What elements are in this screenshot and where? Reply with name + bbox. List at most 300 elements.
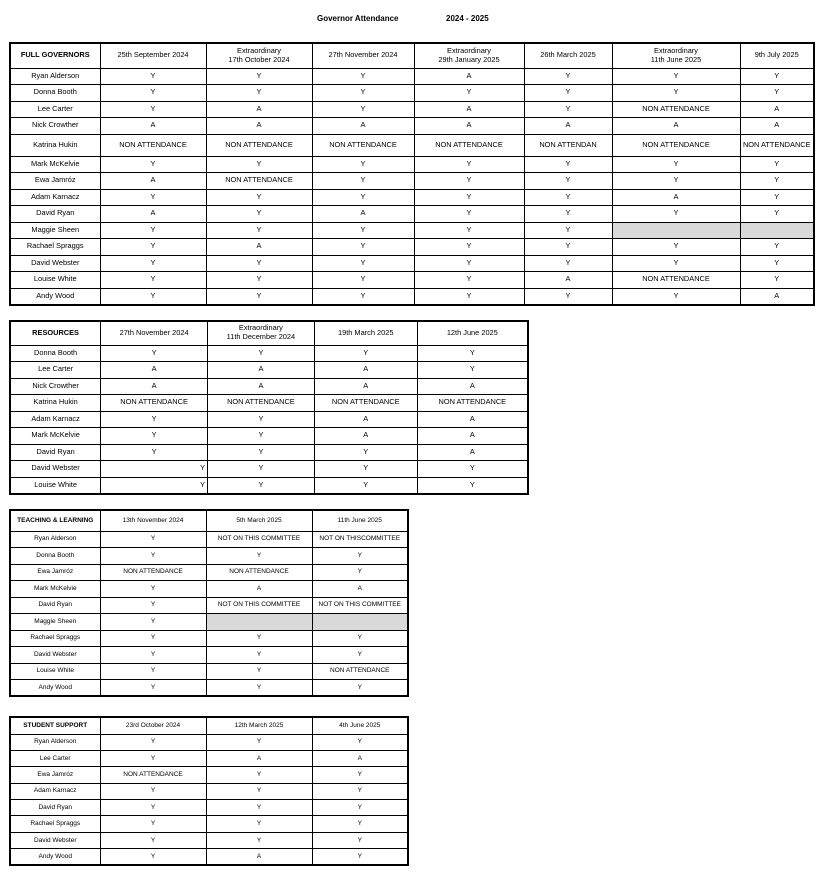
attendance-cell: NON ATTENDANCE bbox=[417, 395, 528, 412]
governor-name: David Webster bbox=[10, 255, 100, 272]
attendance-cell: Y bbox=[524, 68, 612, 85]
attendance-cell: NOT ON THIS COMMITTEE bbox=[312, 597, 408, 614]
attendance-cell: Y bbox=[312, 101, 414, 118]
attendance-cell: Y bbox=[206, 288, 312, 305]
attendance-cell: Y bbox=[100, 548, 206, 565]
meeting-date-header bbox=[100, 510, 206, 531]
attendance-cell: Y bbox=[312, 272, 414, 289]
attendance-cell: NOT ON THIS COMMITTEE bbox=[206, 531, 312, 548]
attendance-cell: NON ATTENDANCE bbox=[101, 395, 208, 412]
attendance-cell: Y bbox=[101, 411, 208, 428]
header-line: 11th December 2024 bbox=[226, 332, 296, 342]
attendance-cell: Y bbox=[612, 206, 740, 223]
attendance-cell: Y bbox=[208, 345, 315, 362]
governor-name: Adam Karnacz bbox=[10, 783, 100, 799]
governor-name: Katrina Hukin bbox=[10, 134, 100, 156]
attendance-cell: Y bbox=[206, 767, 312, 783]
governor-name: Andy Wood bbox=[10, 849, 100, 865]
attendance-cell: Y bbox=[100, 734, 206, 750]
governor-name: Adam Karnacz bbox=[10, 411, 101, 428]
attendance-cell: Y bbox=[740, 255, 814, 272]
attendance-cell: Y bbox=[414, 288, 524, 305]
governor-row-ewa-jamr-z bbox=[10, 564, 408, 581]
attendance-cell: Y bbox=[206, 156, 312, 173]
attendance-cell: A bbox=[314, 362, 417, 379]
attendance-cell: Y bbox=[524, 189, 612, 206]
governor-row-maggie-sheen bbox=[10, 222, 814, 239]
attendance-cell: Y bbox=[208, 461, 315, 478]
attendance-cell: Y bbox=[524, 288, 612, 305]
attendance-cell: Y bbox=[100, 239, 206, 256]
attendance-cell: A bbox=[740, 118, 814, 135]
attendance-cell: Y bbox=[208, 428, 315, 445]
governor-row-katrina-hukin bbox=[10, 395, 528, 412]
governor-name: Andy Wood bbox=[10, 288, 100, 305]
attendance-cell: A bbox=[100, 173, 206, 190]
governor-name: David Webster bbox=[10, 461, 101, 478]
attendance-cell: Y bbox=[101, 444, 208, 461]
governor-row-david-webster bbox=[10, 832, 408, 848]
attendance-cell: Y bbox=[312, 800, 408, 816]
attendance-cell: Y bbox=[612, 85, 740, 102]
attendance-cell: Y bbox=[206, 548, 312, 565]
attendance-cell: Y bbox=[740, 206, 814, 223]
attendance-cell: NON ATTENDANCE bbox=[740, 134, 814, 156]
header-line: 4th June 2025 bbox=[339, 721, 381, 729]
attendance-cell: Y bbox=[100, 663, 206, 680]
attendance-cell: Y bbox=[206, 206, 312, 223]
attendance-cell: Y bbox=[312, 288, 414, 305]
governor-row-andy-wood bbox=[10, 680, 408, 697]
meeting-date-header bbox=[740, 43, 814, 68]
attendance-cell: Y bbox=[100, 597, 206, 614]
attendance-cell: A bbox=[206, 101, 312, 118]
attendance-cell: NON ATTENDANCE bbox=[206, 134, 312, 156]
attendance-cell: Y bbox=[100, 680, 206, 697]
attendance-cell: Y bbox=[740, 239, 814, 256]
attendance-cell: NON ATTENDANCE bbox=[100, 767, 206, 783]
attendance-cell: Y bbox=[414, 272, 524, 289]
header-line: 5th March 2025 bbox=[236, 516, 282, 524]
meeting-date-header bbox=[417, 321, 528, 345]
header-line: 9th July 2025 bbox=[754, 50, 799, 60]
attendance-cell: A bbox=[417, 411, 528, 428]
header-line: 19th March 2025 bbox=[337, 327, 394, 337]
attendance-cell: Y bbox=[612, 68, 740, 85]
attendance-cell: A bbox=[314, 428, 417, 445]
attendance-cell: Y bbox=[417, 461, 528, 478]
attendance-cell: Y bbox=[312, 222, 414, 239]
governor-name: Ewa Jamróz bbox=[10, 564, 100, 581]
governor-name: Andy Wood bbox=[10, 680, 100, 697]
attendance-cell: NOT ON THIS COMMITTEE bbox=[206, 597, 312, 614]
attendance-cell: NON ATTENDANCE bbox=[414, 134, 524, 156]
attendance-cell: Y bbox=[100, 832, 206, 848]
attendance-cell: Y bbox=[206, 68, 312, 85]
governor-name: Ryan Alderson bbox=[10, 531, 100, 548]
attendance-cell: Y bbox=[314, 461, 417, 478]
attendance-cell: Y bbox=[206, 255, 312, 272]
attendance-cell: Y bbox=[206, 630, 312, 647]
governor-row-ryan-alderson bbox=[10, 531, 408, 548]
attendance-cell: Y bbox=[206, 832, 312, 848]
attendance-cell: Y bbox=[740, 173, 814, 190]
header-line: 27th November 2024 bbox=[119, 327, 189, 337]
governor-row-mark-mckelvie bbox=[10, 428, 528, 445]
attendance-cell: Y bbox=[612, 173, 740, 190]
attendance-cell: A bbox=[524, 272, 612, 289]
governor-row-adam-karnacz bbox=[10, 189, 814, 206]
section-heading: RESOURCES bbox=[10, 321, 101, 345]
governor-row-rachael-spraggs bbox=[10, 630, 408, 647]
attendance-cell: NON ATTENDANCE bbox=[206, 564, 312, 581]
governor-row-nick-crowther bbox=[10, 118, 814, 135]
attendance-cell: A bbox=[206, 239, 312, 256]
attendance-cell: A bbox=[314, 411, 417, 428]
attendance-cell: Y bbox=[312, 156, 414, 173]
attendance-cell: Y bbox=[414, 222, 524, 239]
attendance-cell: Y bbox=[312, 832, 408, 848]
attendance-cell: A bbox=[101, 378, 208, 395]
resources-table bbox=[9, 320, 529, 495]
attendance-cell: Y bbox=[314, 345, 417, 362]
governor-row-mark-mckelvie bbox=[10, 156, 814, 173]
governor-row-david-ryan bbox=[10, 800, 408, 816]
meeting-date-header bbox=[312, 43, 414, 68]
attendance-cell: A bbox=[314, 378, 417, 395]
academic-year: 2024 - 2025 bbox=[446, 14, 489, 23]
attendance-cell: Y bbox=[206, 816, 312, 832]
governor-name: Donna Booth bbox=[10, 345, 101, 362]
attendance-cell: Y bbox=[100, 849, 206, 865]
attendance-cell: Y bbox=[100, 85, 206, 102]
attendance-cell: Y bbox=[524, 222, 612, 239]
governor-name: Maggie Sheen bbox=[10, 222, 100, 239]
attendance-cell: Y bbox=[314, 477, 417, 494]
governor-name: Lee Carter bbox=[10, 101, 100, 118]
attendance-cell: Y bbox=[414, 189, 524, 206]
governor-row-nick-crowther bbox=[10, 378, 528, 395]
attendance-cell: Y bbox=[524, 156, 612, 173]
attendance-cell: Y bbox=[100, 816, 206, 832]
governor-name: Rachael Spraggs bbox=[10, 239, 100, 256]
meeting-date-header bbox=[524, 43, 612, 68]
attendance-cell: Y bbox=[524, 85, 612, 102]
governor-name: Louise White bbox=[10, 663, 100, 680]
header-line: 26th March 2025 bbox=[540, 50, 596, 60]
attendance-cell: Y bbox=[100, 581, 206, 598]
header-line: 17th October 2024 bbox=[228, 54, 290, 64]
attendance-cell: Y bbox=[100, 101, 206, 118]
attendance-cell: Y bbox=[100, 647, 206, 664]
header-line: Extraordinary bbox=[447, 45, 491, 55]
attendance-cell: A bbox=[417, 428, 528, 445]
attendance-cell: Y bbox=[100, 614, 206, 631]
attendance-cell: Y bbox=[740, 189, 814, 206]
attendance-cell: Y bbox=[612, 239, 740, 256]
header-row bbox=[10, 717, 408, 734]
attendance-cell: Y bbox=[312, 189, 414, 206]
attendance-cell: Y bbox=[100, 156, 206, 173]
attendance-cell: Y bbox=[312, 255, 414, 272]
header-row bbox=[10, 321, 528, 345]
governor-row-ryan-alderson bbox=[10, 68, 814, 85]
governor-row-david-webster bbox=[10, 461, 528, 478]
governor-name: Lee Carter bbox=[10, 362, 101, 379]
governor-row-louise-white bbox=[10, 477, 528, 494]
attendance-cell: A bbox=[417, 378, 528, 395]
attendance-cell: Y bbox=[100, 783, 206, 799]
header-line: 13th November 2024 bbox=[122, 516, 184, 524]
attendance-cell: Y bbox=[312, 647, 408, 664]
governor-name: Mark McKelvie bbox=[10, 581, 100, 598]
attendance-cell: Y bbox=[100, 531, 206, 548]
attendance-cell: Y bbox=[312, 548, 408, 565]
attendance-cell: Y bbox=[100, 272, 206, 289]
attendance-cell: Y bbox=[100, 750, 206, 766]
section-heading: FULL GOVERNORS bbox=[10, 43, 100, 68]
attendance-cell: NON ATTENDAN bbox=[524, 134, 612, 156]
governor-name: Ryan Alderson bbox=[10, 734, 100, 750]
attendance-cell: Y bbox=[740, 85, 814, 102]
attendance-cell: A bbox=[208, 362, 315, 379]
header-line: 27th November 2024 bbox=[328, 50, 398, 60]
attendance-cell: Y bbox=[312, 68, 414, 85]
attendance-cell: A bbox=[740, 101, 814, 118]
attendance-cell: A bbox=[414, 118, 524, 135]
section-heading: STUDENT SUPPORT bbox=[10, 717, 100, 734]
governor-row-andy-wood bbox=[10, 849, 408, 865]
governor-name: Ryan Alderson bbox=[10, 68, 100, 85]
attendance-cell: Y bbox=[206, 783, 312, 799]
header-row bbox=[10, 43, 814, 68]
governor-row-rachael-spraggs bbox=[10, 816, 408, 832]
attendance-cell: Y bbox=[524, 173, 612, 190]
attendance-cell: A bbox=[612, 118, 740, 135]
governor-name: David Ryan bbox=[10, 800, 100, 816]
governor-name: Mark McKelvie bbox=[10, 156, 100, 173]
attendance-cell: A bbox=[740, 288, 814, 305]
attendance-cell: Y bbox=[414, 85, 524, 102]
meeting-date-header bbox=[206, 43, 312, 68]
meeting-date-header bbox=[206, 510, 312, 531]
attendance-cell bbox=[312, 614, 408, 631]
header-line: 12th June 2025 bbox=[446, 327, 498, 337]
attendance-cell: Y bbox=[612, 156, 740, 173]
header-line: 29th January 2025 bbox=[438, 54, 500, 64]
governor-row-maggie-sheen bbox=[10, 614, 408, 631]
meeting-date-header bbox=[101, 321, 208, 345]
attendance-cell: Y bbox=[312, 849, 408, 865]
attendance-cell: Y bbox=[101, 428, 208, 445]
attendance-cell: Y bbox=[524, 206, 612, 223]
governor-name: Lee Carter bbox=[10, 750, 100, 766]
governor-name: Donna Booth bbox=[10, 85, 100, 102]
meeting-date-header bbox=[100, 43, 206, 68]
attendance-cell: Y bbox=[312, 734, 408, 750]
header-row bbox=[10, 510, 408, 531]
attendance-cell: A bbox=[206, 118, 312, 135]
header-line: 11th June 2025 bbox=[337, 516, 382, 524]
attendance-cell: Y bbox=[312, 767, 408, 783]
meeting-date-header bbox=[100, 717, 206, 734]
meeting-date-header bbox=[314, 321, 417, 345]
attendance-cell: Y bbox=[206, 85, 312, 102]
governor-name: David Ryan bbox=[10, 444, 101, 461]
attendance-cell: Y bbox=[206, 222, 312, 239]
governor-row-andy-wood bbox=[10, 288, 814, 305]
attendance-cell: A bbox=[100, 206, 206, 223]
attendance-cell: Y bbox=[417, 477, 528, 494]
attendance-cell: Y bbox=[417, 345, 528, 362]
attendance-cell bbox=[612, 222, 740, 239]
governor-name: David Ryan bbox=[10, 206, 100, 223]
governor-row-lee-carter bbox=[10, 750, 408, 766]
header-line: Extraordinary bbox=[654, 45, 698, 55]
governor-name: Maggie Sheen bbox=[10, 614, 100, 631]
attendance-cell: A bbox=[414, 101, 524, 118]
student-support-table bbox=[9, 716, 409, 866]
attendance-cell: Y bbox=[312, 680, 408, 697]
governor-row-david-webster bbox=[10, 255, 814, 272]
attendance-cell: A bbox=[312, 581, 408, 598]
attendance-cell: Y bbox=[206, 734, 312, 750]
governor-row-lee-carter bbox=[10, 101, 814, 118]
attendance-cell: A bbox=[206, 581, 312, 598]
governor-row-adam-karnacz bbox=[10, 411, 528, 428]
governor-row-mark-mckelvie bbox=[10, 581, 408, 598]
governor-name: Louise White bbox=[10, 477, 101, 494]
attendance-cell: NON ATTENDANCE bbox=[314, 395, 417, 412]
attendance-cell: Y bbox=[312, 564, 408, 581]
governor-name: Ewa Jamróz bbox=[10, 767, 100, 783]
governor-row-donna-booth bbox=[10, 548, 408, 565]
attendance-cell: Y bbox=[524, 101, 612, 118]
attendance-cell: Y bbox=[206, 663, 312, 680]
governor-name: David Webster bbox=[10, 647, 100, 664]
attendance-cell: NON ATTENDANCE bbox=[612, 101, 740, 118]
governor-name: David Ryan bbox=[10, 597, 100, 614]
header-line: Extraordinary bbox=[238, 323, 283, 333]
attendance-cell: A bbox=[417, 444, 528, 461]
attendance-cell: Y bbox=[312, 630, 408, 647]
attendance-cell: Y bbox=[100, 68, 206, 85]
attendance-cell: Y bbox=[101, 345, 208, 362]
attendance-cell: Y bbox=[312, 239, 414, 256]
header-line: 25th September 2024 bbox=[117, 50, 189, 60]
governor-name: Nick Crowther bbox=[10, 378, 101, 395]
header-line: 12th March 2025 bbox=[234, 721, 284, 729]
attendance-cell: A bbox=[312, 750, 408, 766]
attendance-cell: Y bbox=[414, 255, 524, 272]
meeting-date-header bbox=[414, 43, 524, 68]
governor-name: Adam Karnacz bbox=[10, 189, 100, 206]
attendance-cell: NON ATTENDANCE bbox=[206, 173, 312, 190]
attendance-cell: A bbox=[312, 118, 414, 135]
attendance-cell: A bbox=[100, 118, 206, 135]
meeting-date-header bbox=[612, 43, 740, 68]
attendance-cell: Y bbox=[312, 816, 408, 832]
attendance-cell: Y bbox=[206, 272, 312, 289]
attendance-cell bbox=[740, 222, 814, 239]
attendance-cell: Y bbox=[740, 156, 814, 173]
attendance-cell: Y bbox=[100, 288, 206, 305]
attendance-cell: NON ATTENDANCE bbox=[612, 272, 740, 289]
attendance-cell: Y bbox=[100, 189, 206, 206]
governor-name: Ewa Jamróz bbox=[10, 173, 100, 190]
meeting-date-header bbox=[208, 321, 315, 345]
governor-row-lee-carter bbox=[10, 362, 528, 379]
attendance-cell: Y bbox=[100, 222, 206, 239]
meeting-date-header bbox=[312, 717, 408, 734]
attendance-cell: Y bbox=[612, 255, 740, 272]
governor-row-louise-white bbox=[10, 272, 814, 289]
header-line: 23rd October 2024 bbox=[125, 721, 181, 729]
attendance-cell: Y bbox=[206, 647, 312, 664]
governor-row-david-ryan bbox=[10, 206, 814, 223]
attendance-cell: NOT ON THISCOMMITTEE bbox=[312, 531, 408, 548]
governor-row-david-webster bbox=[10, 647, 408, 664]
governor-name: Rachael Spraggs bbox=[10, 630, 100, 647]
attendance-cell: Y bbox=[100, 630, 206, 647]
section-heading: TEACHING & LEARNING bbox=[10, 510, 100, 531]
header-line: 11th June 2025 bbox=[650, 54, 702, 64]
governor-row-louise-white bbox=[10, 663, 408, 680]
full-governors-table bbox=[9, 42, 815, 306]
governor-name: Katrina Hukin bbox=[10, 395, 101, 412]
governor-row-ewa-jamr-z bbox=[10, 767, 408, 783]
attendance-cell: Y bbox=[524, 255, 612, 272]
attendance-cell: Y bbox=[312, 85, 414, 102]
attendance-cell: A bbox=[101, 362, 208, 379]
governor-row-david-ryan bbox=[10, 444, 528, 461]
attendance-cell: Y bbox=[208, 411, 315, 428]
governor-name: Mark McKelvie bbox=[10, 428, 101, 445]
attendance-cell: Y bbox=[612, 288, 740, 305]
governor-name: Rachael Spraggs bbox=[10, 816, 100, 832]
attendance-cell: Y bbox=[208, 444, 315, 461]
attendance-cell: Y bbox=[414, 239, 524, 256]
attendance-cell: Y bbox=[414, 173, 524, 190]
attendance-cell: Y bbox=[101, 461, 208, 478]
attendance-cell: Y bbox=[740, 68, 814, 85]
attendance-cell: Y bbox=[312, 173, 414, 190]
attendance-cell: A bbox=[414, 68, 524, 85]
governor-row-katrina-hukin bbox=[10, 134, 814, 156]
header-line: Extraordinary bbox=[237, 45, 281, 55]
governor-name: David Webster bbox=[10, 832, 100, 848]
attendance-cell: NON ATTENDANCE bbox=[612, 134, 740, 156]
governor-name: Nick Crowther bbox=[10, 118, 100, 135]
attendance-cell: Y bbox=[208, 477, 315, 494]
governor-row-rachael-spraggs bbox=[10, 239, 814, 256]
attendance-cell: Y bbox=[414, 156, 524, 173]
attendance-cell: NON ATTENDANCE bbox=[312, 134, 414, 156]
teaching-learning-table bbox=[9, 509, 409, 697]
attendance-cell: A bbox=[206, 750, 312, 766]
governor-row-ryan-alderson bbox=[10, 734, 408, 750]
attendance-cell: Y bbox=[206, 189, 312, 206]
governor-row-donna-booth bbox=[10, 345, 528, 362]
attendance-cell: NON ATTENDANCE bbox=[208, 395, 315, 412]
attendance-cell: NON ATTENDANCE bbox=[312, 663, 408, 680]
attendance-cell: NON ATTENDANCE bbox=[100, 134, 206, 156]
attendance-cell: Y bbox=[100, 255, 206, 272]
attendance-cell: Y bbox=[524, 239, 612, 256]
attendance-cell: Y bbox=[206, 800, 312, 816]
governor-row-donna-booth bbox=[10, 85, 814, 102]
attendance-cell: A bbox=[208, 378, 315, 395]
